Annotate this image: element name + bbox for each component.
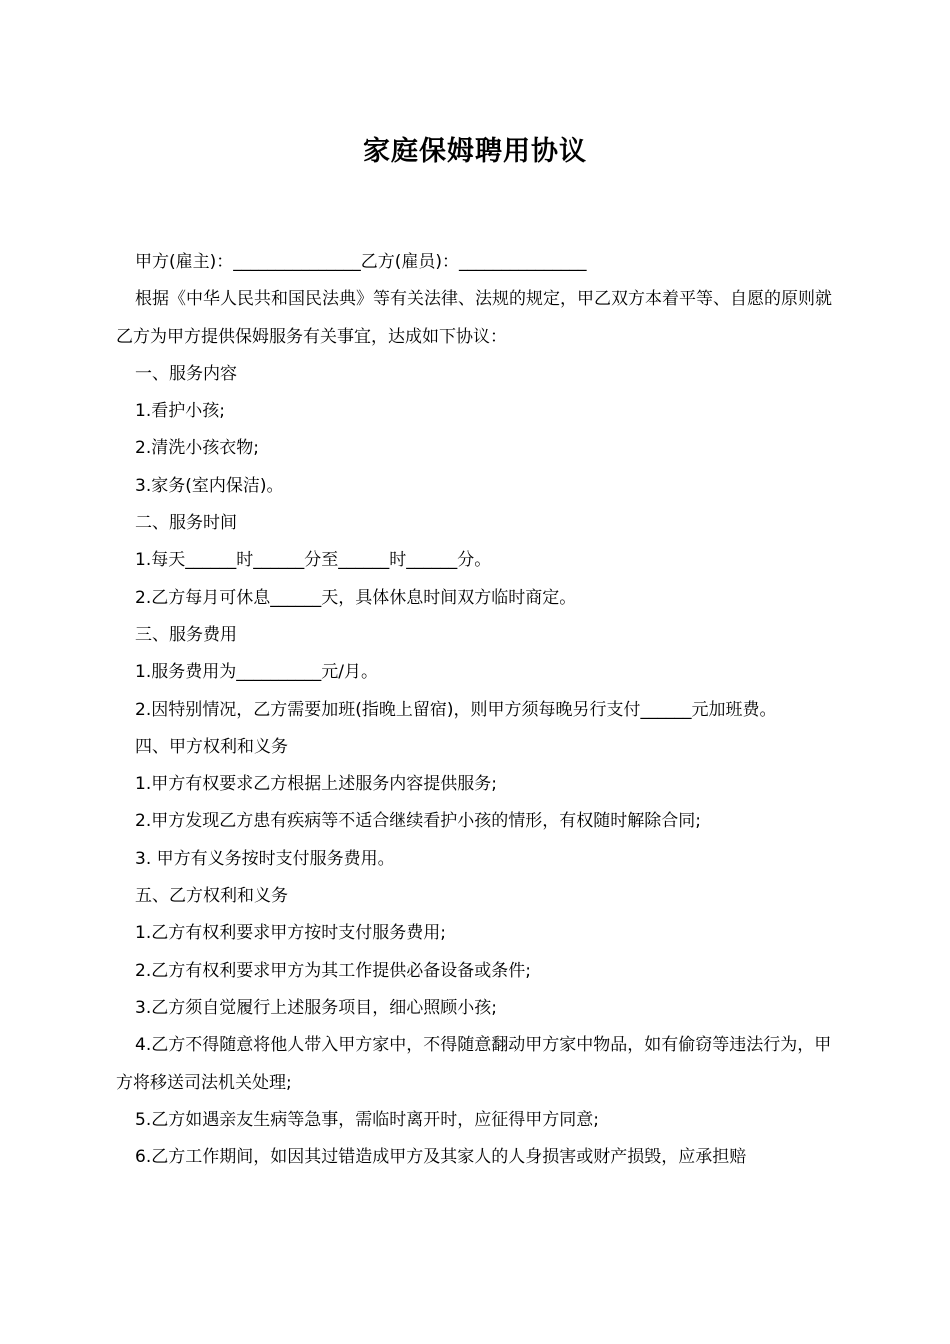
clause: 5.乙方如遇亲友生病等急事，需临时离开时，应征得甲方同意; (135, 1109, 599, 1130)
clause: 1.甲方有权要求乙方根据上述服务内容提供服务; (135, 774, 497, 795)
clause: 1.乙方有权利要求甲方按时支付服务费用; (135, 923, 446, 944)
document-title: 家庭保姆聘用协议 (363, 136, 587, 167)
clause: 4.乙方不得随意将他人带入甲方家中，不得随意翻动甲方家中物品，如有偷窃等违法行为，甲方将移送司法机关处理; (116, 1035, 832, 1093)
clause: 2.乙方每月可休息______天，具体休息时间双方临时商定。 (135, 587, 577, 608)
clause: 3.家务(室内保洁)。 (135, 475, 284, 496)
clause: 3.乙方须自觉履行上述服务项目，细心照顾小孩; (135, 997, 497, 1018)
clause: 2.因特别情况，乙方需要加班(指晚上留宿)，则甲方须每晚另行支付______元加班费。 (135, 699, 777, 720)
section-heading: 三、服务费用 (135, 624, 237, 645)
clause: 2.清洗小孩衣物; (135, 438, 259, 459)
clause: 3. 甲方有义务按时支付服务费用。 (135, 848, 395, 869)
section-heading: 二、服务时间 (135, 513, 237, 534)
clause: 6.乙方工作期间，如因其过错造成甲方及其家人的人身损害或财产损毁，应承担赔 (135, 1147, 747, 1168)
clause: 1.每天______时______分至______时______分。 (135, 550, 492, 571)
preamble-paragraph: 根据《中华人民共和国民法典》等有关法律、法规的规定，甲乙双方本着平等、自愿的原则就乙方为甲方提供保姆服务有关事宜，达成如下协议： (116, 289, 832, 347)
document-body (116, 244, 836, 1176)
section-heading: 五、乙方权利和义务 (135, 886, 288, 907)
clause: 2.乙方有权利要求甲方为其工作提供必备设备或条件; (135, 960, 531, 981)
clause: 1.看护小孩; (135, 401, 225, 422)
section-heading: 四、甲方权利和义务 (135, 736, 288, 757)
clause: 2.甲方发现乙方患有疾病等不适合继续看护小孩的情形，有权随时解除合同; (135, 811, 701, 832)
clause: 1.服务费用为__________元/月。 (135, 662, 378, 683)
section-heading: 一、服务内容 (135, 363, 237, 384)
parties-line: 甲方(雇主)：_______________乙方(雇员)：_______________ (135, 252, 587, 272)
